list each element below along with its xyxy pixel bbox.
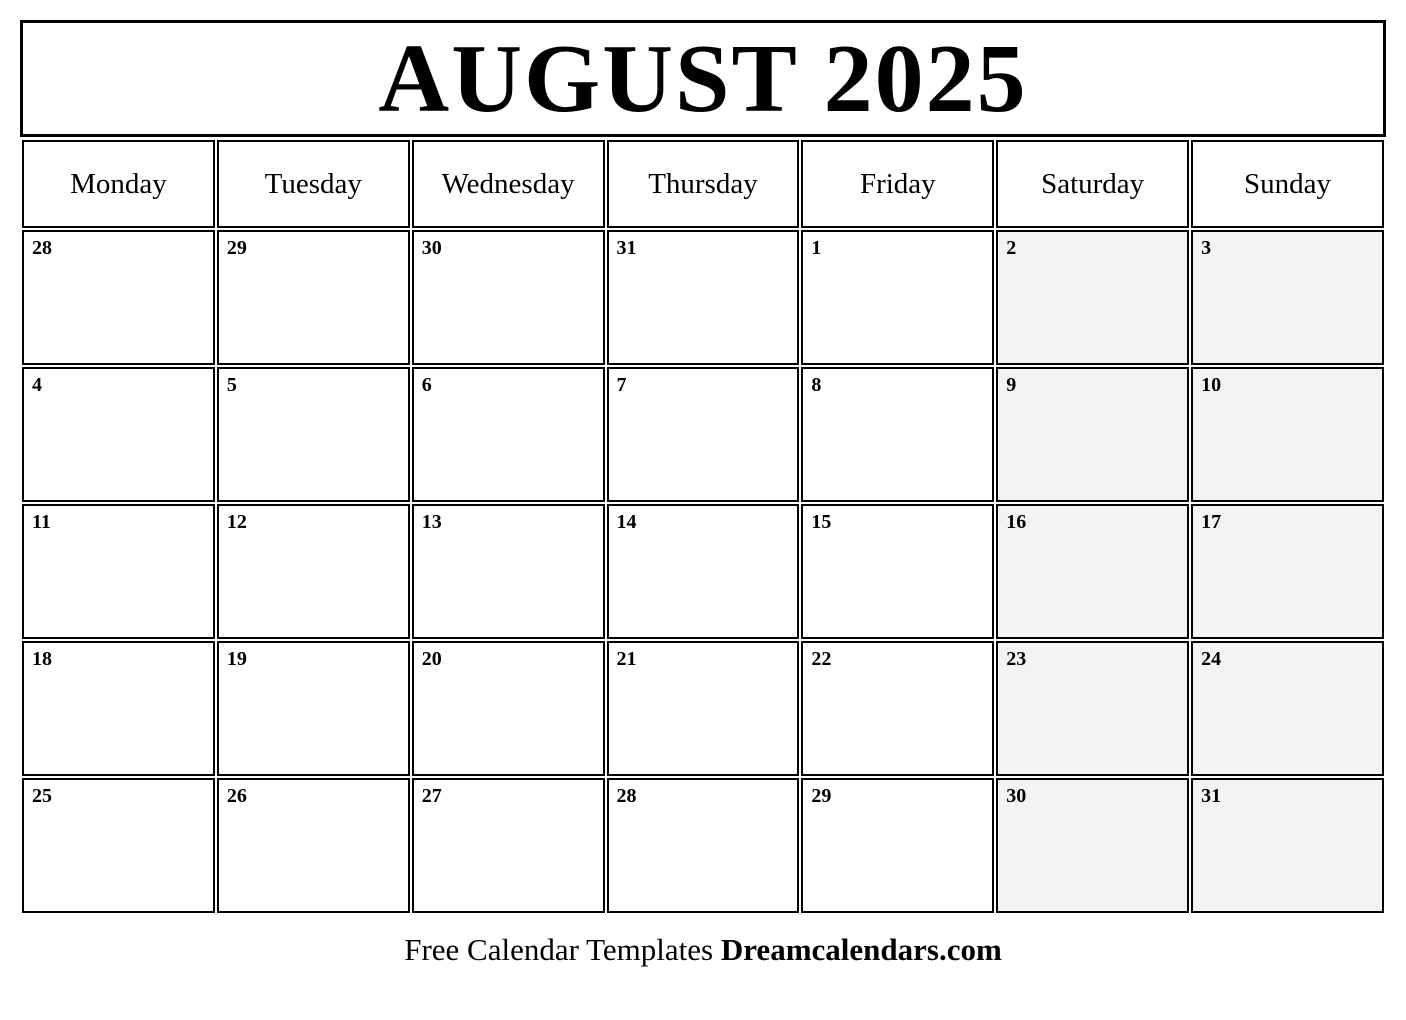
day-cell	[607, 778, 800, 913]
day-cell	[412, 230, 605, 365]
day-cell-weekend	[1191, 778, 1384, 913]
date-number: 11	[32, 511, 51, 533]
date-number: 28	[32, 237, 52, 259]
date-number: 1	[811, 237, 822, 259]
week-row-2	[22, 367, 1384, 502]
date-number: 14	[616, 511, 637, 533]
date-number: 30	[1006, 785, 1027, 807]
day-cell-weekend	[996, 504, 1189, 639]
calendar-page	[20, 20, 1386, 988]
day-cell-weekend	[996, 367, 1189, 502]
weekday-header-saturday: Saturday	[996, 140, 1189, 228]
day-cell	[607, 367, 800, 502]
date-number: 31	[1201, 785, 1222, 807]
day-cell-weekend	[996, 778, 1189, 913]
date-number: 25	[32, 785, 52, 807]
date-number: 29	[226, 237, 247, 259]
weekday-header-friday: Friday	[801, 140, 994, 228]
date-number: 4	[32, 374, 42, 396]
day-cell	[217, 641, 410, 776]
date-number: 9	[1006, 374, 1017, 396]
week-row-3	[22, 504, 1384, 639]
date-number: 3	[1201, 237, 1212, 259]
weekday-header-tuesday: Tuesday	[217, 140, 410, 228]
date-number: 23	[1006, 648, 1027, 670]
date-number: 7	[616, 374, 627, 396]
date-number: 24	[1201, 648, 1222, 670]
day-cell-weekend	[1191, 367, 1384, 502]
week-row-1	[22, 230, 1384, 365]
calendar-title-box	[20, 20, 1386, 137]
date-number: 31	[616, 237, 637, 259]
day-cell	[801, 504, 994, 639]
day-cell	[217, 230, 410, 365]
day-cell	[607, 641, 800, 776]
day-cell	[801, 230, 994, 365]
date-number: 18	[32, 648, 52, 670]
footer-text: Free Calendar Templates	[404, 932, 714, 967]
date-number: 10	[1201, 374, 1222, 396]
date-number: 20	[421, 648, 442, 670]
date-number: 6	[421, 374, 432, 396]
day-cell	[801, 367, 994, 502]
date-number: 22	[811, 648, 832, 670]
day-cell	[217, 504, 410, 639]
week-row-4	[22, 641, 1384, 776]
day-cell	[22, 641, 215, 776]
weekday-header-sunday: Sunday	[1191, 140, 1384, 228]
calendar-title: AUGUST 2025	[378, 24, 1028, 133]
date-number: 13	[421, 511, 442, 533]
day-cell	[607, 504, 800, 639]
day-cell-weekend	[996, 641, 1189, 776]
day-cell	[607, 230, 800, 365]
date-number: 27	[421, 785, 442, 807]
weekday-header-thursday: Thursday	[607, 140, 800, 228]
date-number: 28	[616, 785, 637, 807]
day-cell	[217, 778, 410, 913]
day-cell	[412, 367, 605, 502]
day-cell-weekend	[996, 230, 1189, 365]
weekday-header-row	[22, 140, 1384, 228]
date-number: 21	[616, 648, 637, 670]
footer-brand: Dreamcalendars.com	[720, 932, 1002, 967]
day-cell	[22, 230, 215, 365]
footer	[20, 931, 1386, 988]
weekday-header-monday: Monday	[22, 140, 215, 228]
date-number: 16	[1006, 511, 1027, 533]
date-number: 8	[811, 374, 822, 396]
date-number: 15	[811, 511, 832, 533]
date-number: 12	[226, 511, 247, 533]
day-cell	[22, 504, 215, 639]
week-row-5	[22, 778, 1384, 913]
date-number: 19	[226, 648, 247, 670]
date-number: 26	[226, 785, 247, 807]
day-cell	[801, 641, 994, 776]
day-cell	[22, 778, 215, 913]
date-number: 17	[1201, 511, 1222, 533]
weekday-header-wednesday: Wednesday	[412, 140, 605, 228]
day-cell-weekend	[1191, 641, 1384, 776]
day-cell-weekend	[1191, 230, 1384, 365]
date-number: 2	[1006, 237, 1017, 259]
date-number: 5	[226, 374, 237, 396]
day-cell	[801, 778, 994, 913]
day-cell	[412, 641, 605, 776]
day-cell	[217, 367, 410, 502]
date-number: 30	[421, 237, 442, 259]
day-cell	[22, 367, 215, 502]
day-cell-weekend	[1191, 504, 1384, 639]
day-cell	[412, 504, 605, 639]
calendar-grid	[20, 138, 1386, 915]
date-number: 29	[811, 785, 832, 807]
day-cell	[412, 778, 605, 913]
